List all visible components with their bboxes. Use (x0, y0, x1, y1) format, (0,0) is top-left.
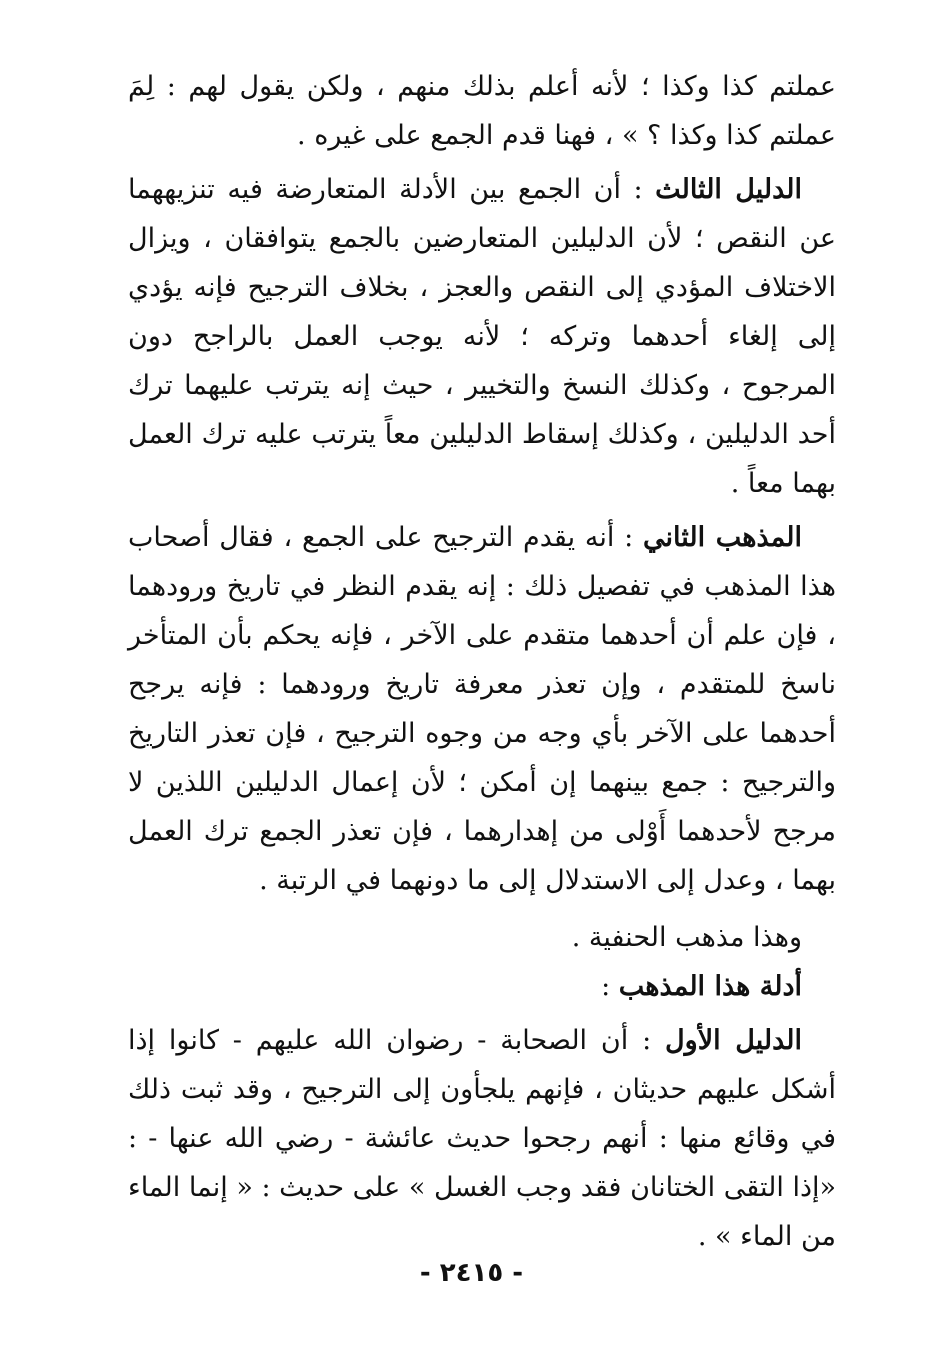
paragraph-continuation (128, 62, 836, 160)
page-body (128, 62, 836, 1261)
section-heading-colon: : (601, 971, 619, 1002)
paragraph-text: : أن الجمع بين الأدلة المتعارضة فيه تنزيههما عن النقص ؛ لأن الدليلين المتعارضين بالجمع يتوافقان ، ويزال الاختلاف المؤدي إلى النقص والعجز ، بخلاف الترجيح فإنه يؤدي إلى إلغاء أحدهما وتركه ؛ لأنه يوجب العمل بالراجح دون المرجوح ، وكذلك النسخ والتخيير ، حيث إنه يترتب عليهما ترك أحد الدليلين ، وكذلك إسقاط الدليلين معاً يترتب عليه ترك العمل بهما معاً . (128, 174, 836, 499)
paragraph-lead: الدليل الأول (665, 1025, 802, 1056)
paragraph-third-evidence (128, 165, 836, 508)
paragraph-second-school (128, 513, 836, 905)
section-heading-text: أدلة هذا المذهب (618, 971, 802, 1002)
paragraph-lead: الدليل الثالث (655, 174, 802, 205)
paragraph-hanafi (128, 913, 836, 962)
page-number: - ٢٤١٥ - (419, 1258, 524, 1288)
paragraph-text: : أنه يقدم الترجيح على الجمع ، فقال أصحاب هذا المذهب في تفصيل ذلك : إنه يقدم النظر في تاريخ ورودهما ، فإن علم أن أحدهما متقدم على الآخر ، فإنه يحكم بأن المتأخر ناسخ للمتقدم ، وإن تعذر معرفة تاريخ ورودهما : فإنه يرجح أحدهما على الآخر بأي وجه من وجوه الترجيح ، فإن تعذر التاريخ والترجيح : جمع بينهما إن أمكن ؛ لأن إعمال الدليلين اللذين لا مرجح لأحدهما أَوْلى من إهدارهما ، فإن تعذر الجمع ترك العمل بهما ، وعدل إلى الاستدلال إلى ما دونهما في الرتبة . (128, 522, 836, 896)
section-heading (128, 962, 836, 1011)
paragraph-text: عملتم كذا وكذا ؛ لأنه أعلم بذلك منهم ، ولكن يقول لهم : لِمَ عملتم كذا وكذا ؟ » ، فهنا قدم الجمع على غيره . (128, 71, 836, 151)
paragraph-text: وهذا مذهب الحنفية . (571, 922, 802, 953)
paragraph-first-evidence (128, 1016, 836, 1261)
paragraph-text: : أن الصحابة - رضوان الله عليهم - كانوا إذا أشكل عليهم حديثان ، فإنهم يلجأون إلى الترجيح ، وقد ثبت ذلك في وقائع منها : أنهم رجحوا حديث عائشة - رضي الله عنها - : «إذا التقى الختانان فقد وجب الغسل » على حديث : « إنما الماء من الماء » . (128, 1025, 836, 1252)
paragraph-lead: المذهب الثاني (643, 522, 803, 553)
